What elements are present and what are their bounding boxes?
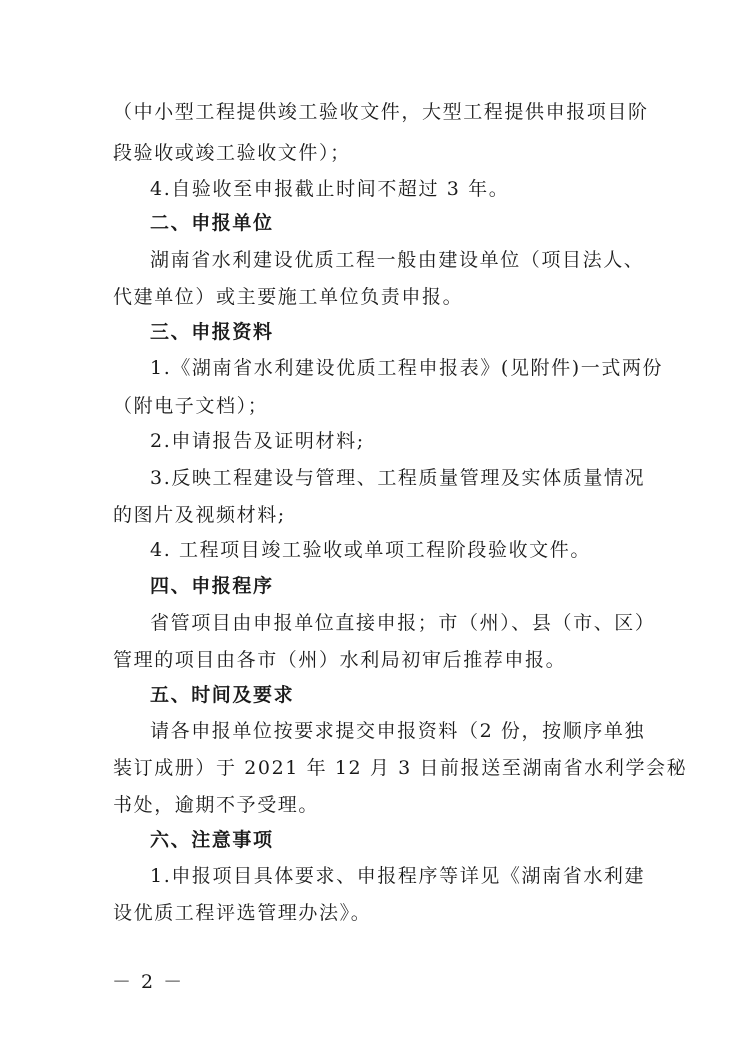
paragraph-line: （中小型工程提供竣工验收文件，大型工程提供申报项目阶 bbox=[113, 101, 649, 123]
section-heading: 四、申报程序 bbox=[150, 575, 274, 597]
paragraph-line: 装订成册）于 2021 年 12 月 3 日前报送至湖南省水利学会秘 bbox=[113, 757, 688, 779]
paragraph-line: 书处，逾期不予受理。 bbox=[113, 794, 320, 816]
list-item: 4. 工程项目竣工验收或单项工程阶段验收文件。 bbox=[150, 539, 591, 561]
paragraph-line: 段验收或竣工验收文件）； bbox=[113, 142, 351, 164]
section-heading: 三、申报资料 bbox=[150, 321, 274, 343]
section-heading: 二、申报单位 bbox=[150, 212, 274, 234]
paragraph-line: 管理的项目由各市（州）水利局初审后推荐申报。 bbox=[113, 649, 567, 671]
list-item: 2.申请报告及证明材料; bbox=[150, 430, 365, 452]
page-number: － 2 － bbox=[112, 971, 185, 993]
paragraph-line: 请各申报单位按要求提交申报资料（2 份，按顺序单独 bbox=[150, 720, 646, 742]
paragraph-line: 湖南省水利建设优质工程一般由建设单位（项目法人、 bbox=[150, 249, 645, 271]
paragraph-line: 代建单位）或主要施工单位负责申报。 bbox=[113, 286, 464, 308]
paragraph-line: 设优质工程评选管理办法》。 bbox=[113, 902, 372, 924]
list-item: 4.自验收至申报截止时间不超过 3 年。 bbox=[150, 178, 510, 200]
paragraph-line: 的图片及视频材料; bbox=[113, 504, 286, 526]
paragraph-line: （附电子文档）； bbox=[113, 395, 269, 417]
section-heading: 五、时间及要求 bbox=[150, 684, 295, 706]
list-item: 3.反映工程建设与管理、工程质量管理及实体质量情况 bbox=[150, 467, 646, 489]
list-item: 1.申报项目具体要求、申报程序等详见《湖南省水利建 bbox=[150, 865, 646, 887]
paragraph-line: 省管项目由申报单位直接申报；市（州）、县（市、区） bbox=[150, 612, 656, 634]
section-heading: 六、注意事项 bbox=[150, 829, 274, 851]
list-item: 1.《湖南省水利建设优质工程申报表》(见附件)一式两份 bbox=[150, 357, 664, 379]
